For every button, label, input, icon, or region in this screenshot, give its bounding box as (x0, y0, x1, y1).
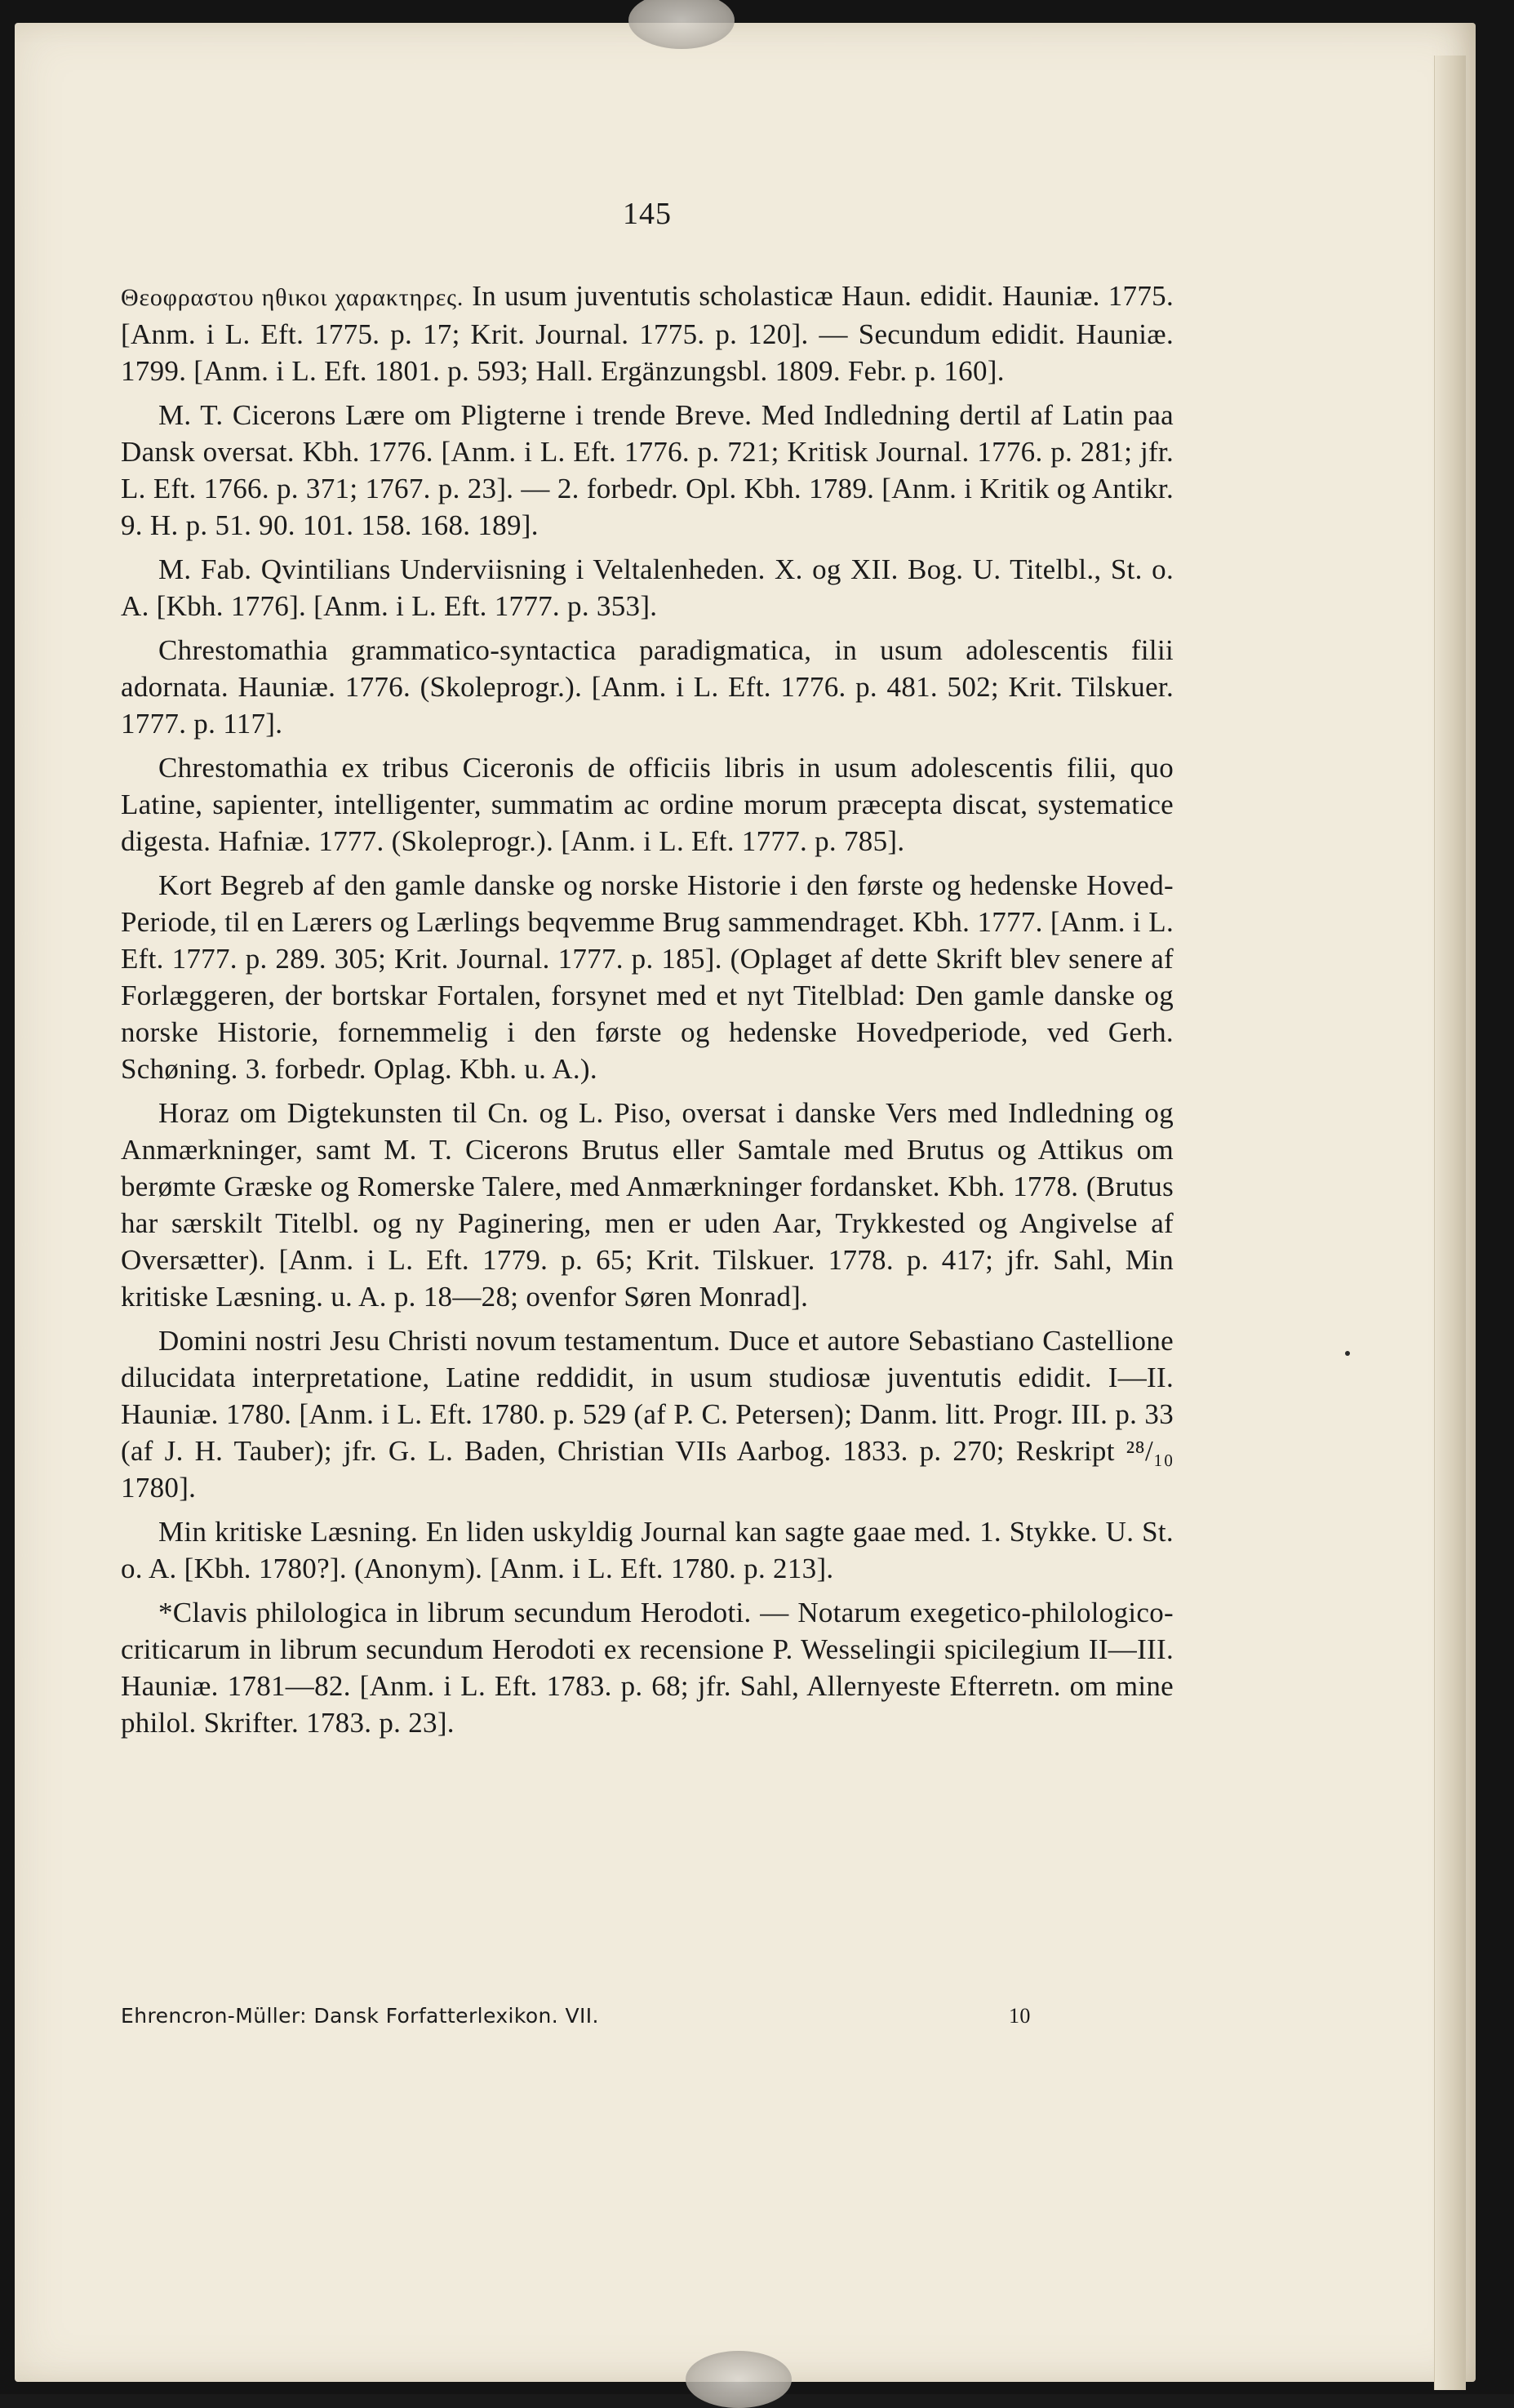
bibliography-entries (121, 278, 1174, 1748)
bibliography-entry: Min kritiske Læsning. En liden uskyldig Journal kan sagte gaae med. 1. Stykke. U. St. o. A. [Kbh. 1780?]. (Anonym). [Anm. i L. Eft. 1780. p. 213]. (121, 1516, 1174, 1584)
bibliography-entry: Chrestomathia ex tribus Ciceronis de officiis libris in usum adolescentis filii, quo Latine, sapienter, intelligenter, summatim ac ordine morum præcepta discat, systematice digesta. Hafniæ. 1777. (Skoleprogr.). [Anm. i L. Eft. 1777. p. 785]. (121, 752, 1174, 857)
bibliography-entry: M. T. Cicerons Lære om Pligterne i trende Breve. Med Indledning dertil af Latin paa Dansk oversat. Kbh. 1776. [Anm. i L. Eft. 1776. p. 721; Kritisk Journal. 1776. p. 281; jfr. L. Eft. 1766. p. 371; 1767. p. 23]. — 2. forbedr. Opl. Kbh. 1789. [Anm. i Kritik og Antikr. 9. H. p. 51. 90. 101. 158. 168. 189]. (121, 399, 1174, 541)
bibliography-entry (121, 278, 1174, 389)
ink-speck (1345, 1351, 1350, 1356)
greek-title: Θεοφραστου ηθικοι χαρακτηρες. (121, 284, 464, 311)
bibliography-entry: Domini nostri Jesu Christi novum testamentum. Duce et autore Sebastiano Castellione dilucidata interpretatione, Latine reddidit, in usum studiosæ juventutis edidit. I—II. Hauniæ. 1780. [Anm. i L. Eft. 1780. p. 529 (af P. C. Petersen); Danm. litt. Progr. III. p. 33 (af J. H. Tauber); jfr. G. L. Baden, Christian VIIs Aarbog. 1833. p. 270; Reskript ²⁸/₁₀ 1780]. (121, 1325, 1174, 1504)
bibliography-entry: Kort Begreb af den gamle danske og norske Historie i den første og hedenske Hoved-Periode, til en Lærers og Lærlings beqvemme Brug sammendraget. Kbh. 1777. [Anm. i L. Eft. 1777. p. 289. 305; Krit. Journal. 1777. p. 185]. (Oplaget af dette Skrift blev senere af Forlæggeren, der bortskar Fortalen, forsynet med et nyt Titelblad: Den gamle danske og norske Historie, fornemmelig i den første og hedenske Hovedperiode, ved Gerh. Schøning. 3. forbedr. Oplag. Kbh. u. A.). (121, 869, 1174, 1085)
bibliography-entry: *Clavis philologica in librum secundum Herodoti. — Notarum exegetico-philologico-criticarum in librum secundum Herodoti ex recensione P. Wesselingii spicilegium II—III. Hauniæ. 1781—82. [Anm. i L. Eft. 1783. p. 68; jfr. Sahl, Allernyeste Efterretn. om mine philol. Skrifter. 1783. p. 23]. (121, 1597, 1174, 1739)
entry-text: In usum juventutis scholasticæ Haun. edidit. Hauniæ. 1775. [Anm. i L. Eft. 1775. p. 17; Krit. Journal. 1775. p. 120]. — Secundum edidit. Hauniæ. 1799. [Anm. i L. Eft. 1801. p. 593; Hall. Ergänzungsbl. 1809. Febr. p. 160]. (121, 280, 1174, 387)
footer-author: Ehrencron-Müller: Dansk Forfatterlexikon. VII. (121, 2004, 599, 2028)
bibliography-entry: Chrestomathia grammatico-syntactica paradigmatica, in usum adolescentis filii adornata. Hauniæ. 1776. (Skoleprogr.). [Anm. i L. Eft. 1776. p. 481. 502; Krit. Tilskuer. 1777. p. 117]. (121, 634, 1174, 740)
bibliography-entry: Horaz om Digtekunsten til Cn. og L. Piso, oversat i danske Vers med Indledning og Anmærkninger, samt M. T. Cicerons Brutus eller Samtale med Brutus og Attikus om berømte Græske og Romerske Talere, med Anmærkninger fordansket. Kbh. 1778. (Brutus har særskilt Titelbl. og ny Paginering, men er uden Aar, Trykkested og Angivelse af Oversætter). [Anm. i L. Eft. 1779. p. 65; Krit. Tilskuer. 1778. p. 417; jfr. Sahl, Min kritiske Læsning. u. A. p. 18—28; ovenfor Søren Monrad]. (121, 1097, 1174, 1313)
page-edge (1434, 56, 1466, 2390)
bibliography-entry: M. Fab. Qvintilians Underviisning i Veltalenheden. X. og XII. Bog. U. Titelbl., St. o. A. [Kbh. 1776]. [Anm. i L. Eft. 1777. p. 353]. (121, 553, 1174, 622)
signature-mark: 10 (1009, 2004, 1031, 2028)
scanner-clip-bottom (686, 2351, 792, 2408)
page-number: 145 (623, 197, 672, 231)
page-footer (121, 2004, 1174, 2028)
